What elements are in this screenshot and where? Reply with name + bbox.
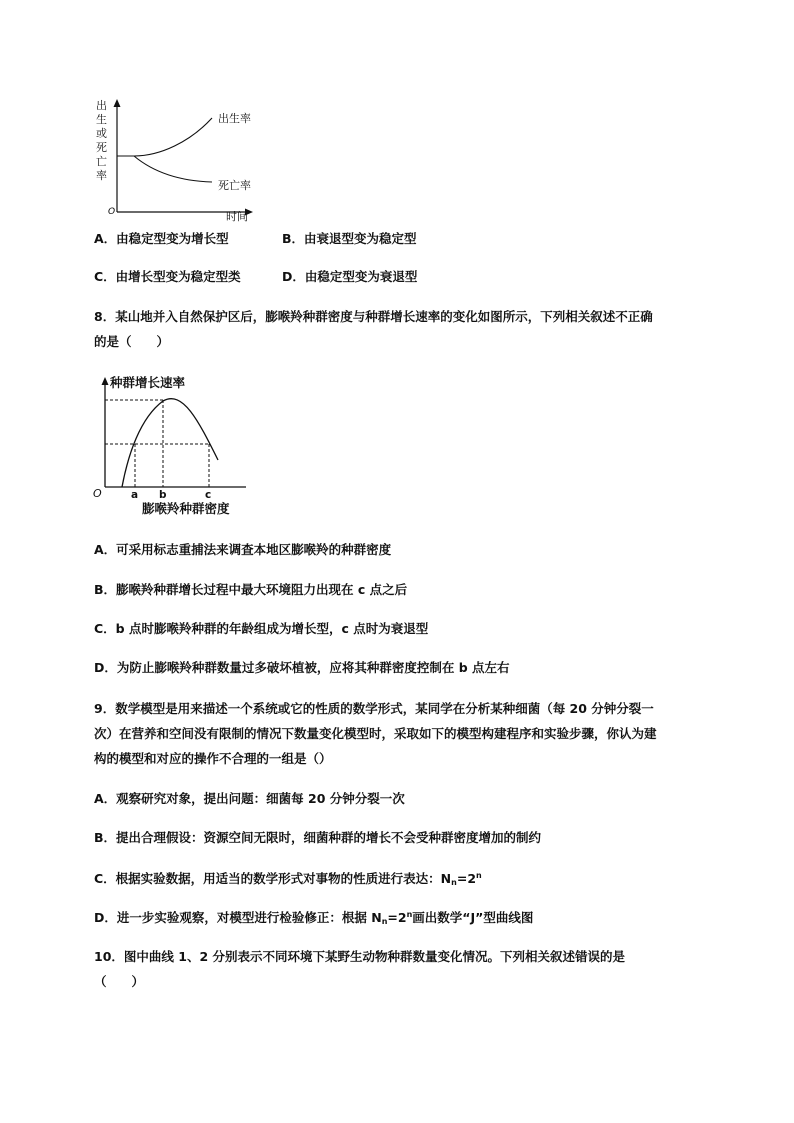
q8-stem-line1: 8．某山地并入自然保护区后，膨喉羚种群密度与种群增长速率的变化如图所示，下列相关叙述不正确 bbox=[94, 309, 653, 324]
birth-rate-curve bbox=[117, 118, 212, 156]
fig1-birth-label: 出生率 bbox=[218, 112, 251, 125]
fig1-death-label: 死亡率 bbox=[218, 179, 251, 192]
q9-option-d-text: D．进一步实验观察，对模型进行检验修正：根据 N bbox=[94, 910, 382, 925]
fig1-ylabel-char: 死 bbox=[96, 141, 107, 154]
fig1-ylabel-char: 率 bbox=[96, 169, 107, 182]
q9-option-d bbox=[94, 911, 533, 926]
tick-b: b bbox=[159, 489, 167, 501]
q9-option-c bbox=[94, 872, 482, 887]
growth-rate-figure bbox=[88, 370, 258, 520]
q9-stem-line3: 构的模型和对应的操作不合理的一组是（） bbox=[94, 751, 332, 766]
birth-death-rate-figure bbox=[90, 96, 270, 226]
q9-option-b: B．提出合理假设：资源空间无限时，细菌种群的增长不会受种群密度增加的制约 bbox=[94, 830, 542, 845]
q9-option-d-sup: n bbox=[406, 910, 413, 919]
fig1-ylabel-char: 生 bbox=[96, 113, 107, 126]
q9-option-d-tail: 画出数学“J”型曲线图 bbox=[412, 910, 534, 925]
fig2-y-arrow bbox=[102, 377, 109, 385]
q9-option-a: A．观察研究对象，提出问题：细菌每 20 分钟分裂一次 bbox=[94, 791, 405, 806]
tick-c: c bbox=[205, 489, 212, 501]
q9-option-c-sup: n bbox=[476, 871, 482, 880]
q10-stem-line2: （ ） bbox=[94, 974, 145, 989]
q7-option-b: B．由衰退型变为稳定型 bbox=[282, 231, 417, 246]
fig1-ylabel bbox=[96, 98, 107, 182]
q7-option-c: C．由增长型变为稳定型类 bbox=[94, 269, 241, 284]
q10-stem-line1: 10．图中曲线 1、2 分别表示不同环境下某野生动物种群数量变化情况。下列相关叙述错误的是 bbox=[94, 949, 625, 964]
q9-option-d-eq: =2 bbox=[387, 910, 407, 925]
q8-option-b: B．膨喉羚种群增长过程中最大环境阻力出现在 c 点之后 bbox=[94, 582, 408, 597]
fig2-xlabel: 膨喉羚种群密度 bbox=[142, 501, 230, 516]
fig1-ylabel-char: 亡 bbox=[96, 155, 107, 168]
q7-option-d: D．由稳定型变为衰退型 bbox=[282, 269, 418, 284]
q9-stem-line2: 次）在营养和空间没有限制的情况下数量变化模型时，采取如下的模型构建程序和实验步骤，你认为建 bbox=[94, 726, 657, 741]
q8-option-d: D．为防止膨喉羚种群数量过多破坏植被，应将其种群密度控制在 b 点左右 bbox=[94, 660, 510, 675]
fig1-ylabel-char: 出 bbox=[96, 99, 107, 112]
fig1-origin: O bbox=[108, 207, 116, 217]
fig2-ylabel: 种群增长速率 bbox=[110, 375, 186, 390]
q9-option-c-sub: n bbox=[451, 878, 457, 887]
fig1-xlabel: 时间 bbox=[226, 210, 248, 223]
q8-option-c: C．b 点时膨喉羚种群的年龄组成为增长型，c 点时为衰退型 bbox=[94, 621, 429, 636]
tick-a: a bbox=[131, 489, 139, 501]
q8-option-a: A．可采用标志重捕法来调查本地区膨喉羚的种群密度 bbox=[94, 542, 392, 557]
fig1-y-arrow bbox=[114, 99, 121, 107]
q7-option-a: A．由稳定型变为增长型 bbox=[94, 231, 229, 246]
q8-stem-line2: 的是（ ） bbox=[94, 334, 170, 349]
fig1-ylabel-char: 或 bbox=[96, 127, 107, 140]
q9-option-c-text: C．根据实验数据，用适当的数学形式对事物的性质进行表达：N bbox=[94, 871, 452, 886]
growth-rate-curve bbox=[122, 399, 218, 487]
death-rate-curve bbox=[134, 156, 212, 182]
q9-option-d-sub: n bbox=[381, 917, 388, 926]
q9-option-c-eq: =2 bbox=[456, 871, 477, 886]
q9-stem-line1: 9．数学模型是用来描述一个系统或它的性质的数学形式，某同学在分析某种细菌（每 20 分钟分裂一 bbox=[94, 701, 654, 716]
fig2-origin: O bbox=[93, 487, 102, 500]
